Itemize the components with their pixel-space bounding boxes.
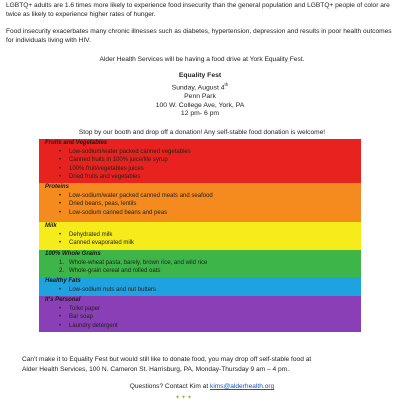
list-item: • Dried beans, peas, lentils xyxy=(59,200,361,209)
category-title: Healthy Fats xyxy=(45,278,81,284)
list-item: • Laundry detergent xyxy=(59,322,361,331)
category-title: Fruits and Vegetables xyxy=(45,140,108,146)
list-item: • Canned evaporated milk xyxy=(59,239,361,248)
category-proteins xyxy=(39,183,361,222)
list-item: • Toilet paper xyxy=(59,305,361,314)
event-details xyxy=(0,72,400,119)
event-address: 100 W. College Ave, York, PA xyxy=(155,101,245,109)
list-item: • Bar soap xyxy=(59,313,361,322)
list-item: • Dried fruits and vegetables xyxy=(59,173,361,182)
category-title: Milk xyxy=(45,223,57,229)
category-healthy-fats xyxy=(39,277,361,296)
closing-line-1: Can't make it to Equality Fest but would still like to donate food, you may drop off self-stable food at xyxy=(22,356,312,363)
category-personal xyxy=(39,296,361,332)
event-date: Sunday, August 4th xyxy=(171,81,229,92)
decorative-logo-icon: ✦✦✦ xyxy=(175,395,194,401)
intro-paragraph-1: LGBTQ+ adults are 1.6 times more likely to experience food insecurity than the general population and LGBTQ+ people of color are twice as likely to experience higher rates of hunger. xyxy=(6,2,390,18)
list-item: • Low-sodium canned beans and peas xyxy=(59,209,361,218)
category-milk xyxy=(39,222,361,250)
list-item: • Low-sodium/water packed canned meats and seafood xyxy=(59,192,361,201)
list-item: • Low-sodium/water packed canned vegetables xyxy=(59,148,361,157)
event-title: Equality Fest xyxy=(178,72,222,79)
category-fruits-vegetables xyxy=(39,139,361,183)
event-time: 12 pm- 6 pm xyxy=(180,110,220,118)
event-venue: Penn Park xyxy=(184,92,216,100)
donation-invite: Stop by our booth and drop off a donation! Any self-stable food donation is welcome! xyxy=(78,129,326,136)
list-item: • Canned fruits in 100% juice/lite syrup xyxy=(59,156,361,165)
list-item: 2. Whole-grain cereal and rolled oats xyxy=(59,268,161,275)
email-link[interactable]: kims@alderhealth.org xyxy=(210,383,275,390)
closing-line-2: Alder Health Services, 100 N. Cameron St. Harrisburg, PA, Monday-Thursday 9 am – 4 pm. xyxy=(22,366,290,373)
category-whole-grains xyxy=(39,250,361,277)
list-item: • 100% fruit/vegetables juices xyxy=(59,165,361,174)
category-title: 100% Whole Grains xyxy=(45,251,101,257)
list-item: 1. Whole-wheat pasta, barely, brown rice, and wild rice xyxy=(59,259,208,266)
list-item: • Low-sodium nuts and nut butters xyxy=(59,286,361,295)
category-title: It's Personal xyxy=(45,297,81,303)
contact-line: Questions? Contact Kim at kims@alderhealth.org xyxy=(129,383,275,390)
food-drive-announcement: Alder Health Services will be having a food drive at York Equality Fest. xyxy=(99,56,305,63)
intro-paragraph-2: Food insecurity exacerbates many chronic illnesses such as diabetes, hypertension, depression and results in poor health outcomes for individuals living with HIV. xyxy=(6,28,392,44)
list-item: • Dehydrated milk xyxy=(59,231,361,240)
category-title: Proteins xyxy=(45,184,70,190)
